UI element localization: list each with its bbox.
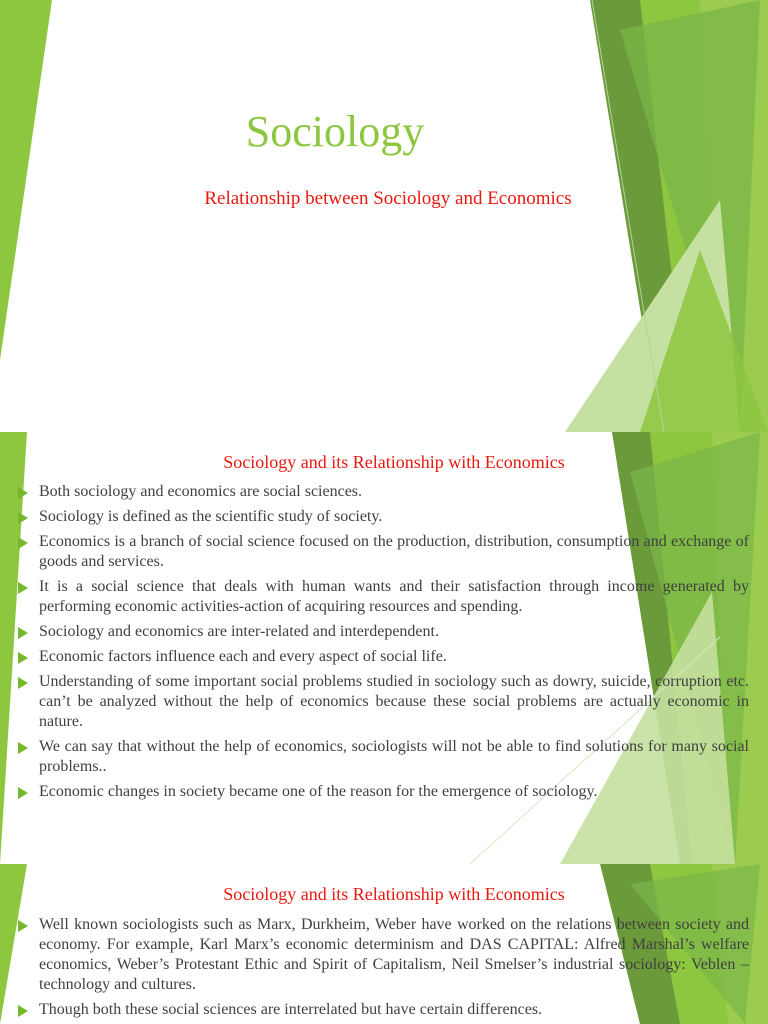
title-slide (0, 0, 768, 432)
bullet-item (18, 737, 749, 777)
triangle-bullet-icon (18, 1005, 28, 1017)
triangle-bullet-icon (18, 627, 28, 639)
bullet-text: Both sociology and economics are social sciences. (39, 483, 363, 500)
bullet-item (18, 577, 749, 617)
bullet-item (18, 782, 749, 802)
section-heading: Sociology and its Relationship with Economics (223, 884, 565, 904)
bullet-item (18, 532, 749, 572)
content-slide-1 (0, 432, 768, 864)
section-heading: Sociology and its Relationship with Economics (223, 452, 565, 472)
triangle-bullet-icon (18, 487, 28, 499)
bullet-text: Economics is a branch of social science focused on the production, distribution, consumption and exchange of goods and services. (39, 533, 749, 570)
slide-subtitle: Relationship between Sociology and Economics (204, 188, 572, 209)
bullet-item (18, 507, 749, 527)
bullet-text: Economic changes in society became one of the reason for the emergence of sociology. (39, 783, 598, 800)
bullet-text: Sociology and economics are inter-related and interdependent. (39, 623, 439, 640)
content-slide-2 (0, 864, 768, 1024)
triangle-bullet-icon (18, 677, 28, 689)
bullet-item (18, 672, 749, 732)
bullet-text: It is a social science that deals with human wants and their satisfaction through income generated by performing economic activities-action of acquiring resources and spending. (39, 578, 749, 615)
left-green-stripe (0, 0, 52, 360)
bullet-item (18, 915, 749, 995)
bullet-list (18, 482, 749, 807)
bullet-text: Economic factors influence each and every aspect of social life. (39, 648, 447, 665)
bullet-text: Though both these social sciences are interrelated but have certain differences. (39, 1001, 543, 1018)
bullet-text: Well known sociologists such as Marx, Durkheim, Weber have worked on the relations between society and economy. For example, Karl Marx’s economic determinism and DAS CAPITAL: Alfred Marshal’s welfare economics, Weber’s Protestant Ethic and Spirit of Capitalism, Neil Smelser’s industrial sociology: Veblen –technology and cultures. (39, 916, 749, 993)
triangle-bullet-icon (18, 742, 28, 754)
triangle-bullet-icon (18, 787, 28, 799)
bullet-text: Understanding of some important social problems studied in sociology such as dowry, suicide, corruption etc. can’t be analyzed without the help of economics because these social problems are actually economic in nature. (39, 673, 749, 730)
title-slide-decoration (0, 0, 768, 432)
triangle-bullet-icon (18, 920, 28, 932)
bullet-text: Sociology is defined as the scientific study of society. (39, 508, 383, 525)
bullet-item (18, 482, 749, 502)
triangle-bullet-icon (18, 652, 28, 664)
triangle-bullet-icon (18, 512, 28, 524)
bullet-item (18, 622, 749, 642)
bullet-item (18, 1000, 749, 1020)
triangle-bullet-icon (18, 582, 28, 594)
triangle-bullet-icon (18, 537, 28, 549)
slide-title: Sociology (245, 107, 425, 156)
bullet-list (18, 915, 749, 1024)
bullet-text: We can say that without the help of economics, sociologists will not be able to find solutions for many social problems.. (39, 738, 749, 775)
bullet-item (18, 647, 749, 667)
